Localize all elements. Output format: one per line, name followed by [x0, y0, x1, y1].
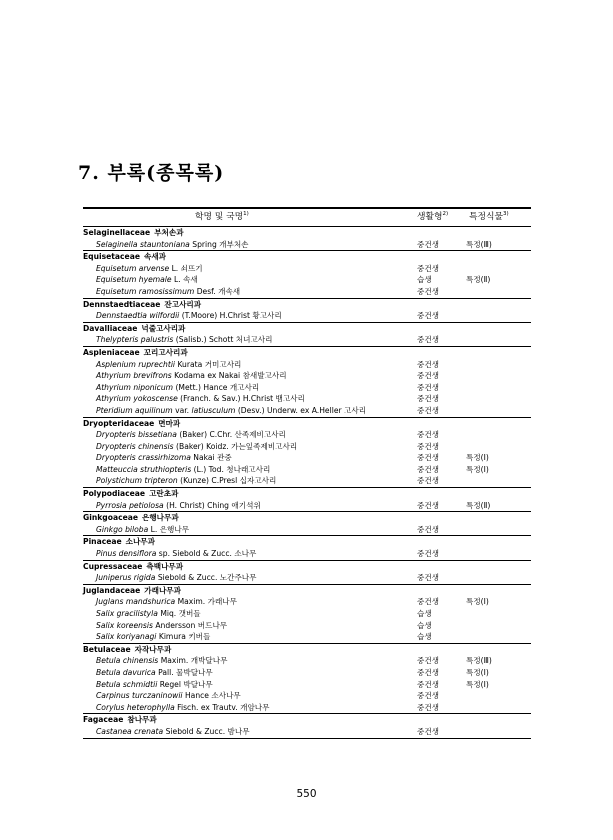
- family-latin: Betulaceae: [83, 644, 131, 654]
- species-row: [83, 524, 531, 536]
- author-and-korean-name: Siebold & Zucc. 밤나무: [163, 726, 250, 736]
- author-and-korean-name: Andersson 버드나무: [152, 620, 228, 630]
- header-name-label: 학명 및 국명: [195, 212, 244, 222]
- author-and-korean-name: Kimura 키버들: [156, 632, 211, 642]
- family-korean: 고란초과: [149, 489, 179, 499]
- category-cell: 특정(Ⅲ): [466, 656, 492, 666]
- category-cell: 특정(Ⅲ): [466, 239, 492, 249]
- species-name: [96, 500, 261, 512]
- author-and-korean-name: Pall. 물박달나무: [155, 667, 213, 677]
- lifeform-cell: 중건생: [417, 549, 440, 559]
- author-and-korean-name: (L.) Tod. 청나래고사리: [191, 464, 271, 474]
- category-cell: 특정(Ⅰ): [466, 453, 489, 463]
- scientific-name: Castanea crenata: [96, 726, 164, 736]
- author-and-korean-name: Kodama ex Nakai 참새발고사리: [171, 371, 287, 381]
- species-name: [96, 690, 241, 702]
- lifeform-cell: 중건생: [417, 597, 440, 607]
- species-name: [96, 702, 269, 714]
- scientific-name: Ginkgo biloba: [96, 524, 149, 534]
- species-row: [83, 631, 531, 643]
- scientific-name: Dryopteris bissetiana: [96, 430, 177, 440]
- lifeform-cell: 중건생: [417, 441, 440, 451]
- table-header: [83, 209, 531, 226]
- species-name: [96, 393, 305, 405]
- scientific-name: Betula schmidtii: [96, 679, 158, 689]
- family-row: [83, 250, 531, 263]
- scientific-name: Asplenium ruprechtii: [96, 359, 176, 369]
- author-and-korean-name: (T.Moore) H.Christ 황고사리: [179, 311, 282, 321]
- species-name: [96, 239, 249, 251]
- category-cell: 특정(Ⅰ): [466, 667, 489, 677]
- author-and-korean-name: (H. Christ) Ching 애기석위: [163, 500, 261, 510]
- author-and-korean-name: (Baker) Koidz. 가는잎족제비고사리: [173, 441, 298, 451]
- species-row: [83, 393, 531, 405]
- species-row: [83, 310, 531, 322]
- author-and-korean-name: (Mett.) Hance 개고사리: [173, 382, 260, 392]
- author-and-korean-name: (Salisb.) Schott 처녀고사리: [173, 335, 273, 345]
- family-row: [83, 298, 531, 311]
- family-latin: Aspleniaceae: [83, 347, 140, 357]
- species-row: [83, 475, 531, 487]
- species-name: [96, 263, 203, 275]
- lifeform-cell: 중건생: [417, 263, 440, 273]
- lifeform-cell: 중건생: [417, 726, 440, 736]
- family-name: [83, 561, 183, 573]
- scientific-name: Carpinus turczaninowii: [96, 691, 183, 701]
- species-row: [83, 726, 531, 738]
- infraspecific-epithet: latiusculum: [191, 405, 236, 415]
- author-and-korean-name: L. 은행나무: [148, 524, 190, 534]
- category-cell: 특정(Ⅱ): [466, 500, 491, 510]
- category-cell: 특정(Ⅰ): [466, 679, 489, 689]
- lifeform-cell: 중건생: [417, 500, 440, 510]
- lifeform-cell: 중건생: [417, 382, 440, 392]
- family-korean: 넉줄고사리과: [141, 323, 186, 333]
- species-row: [83, 500, 531, 512]
- scientific-name: Dennstaedtia wilfordii: [96, 311, 180, 321]
- family-row: [83, 346, 531, 359]
- family-korean: 은행나무과: [142, 513, 179, 523]
- species-name: [96, 608, 201, 620]
- lifeform-cell: 중건생: [417, 405, 440, 415]
- species-name: [96, 441, 297, 453]
- lifeform-cell: 중건생: [417, 691, 440, 701]
- lifeform-cell: 습생: [417, 620, 432, 630]
- species-row: [83, 370, 531, 382]
- category-cell: 특정(Ⅱ): [466, 275, 491, 285]
- family-korean: 참나무과: [127, 715, 157, 725]
- species-name: [96, 548, 256, 560]
- species-name: [96, 452, 232, 464]
- header-lifeform-note: 2): [442, 211, 449, 218]
- family-latin: Ginkgoaceae: [83, 513, 138, 523]
- family-row: [83, 511, 531, 524]
- author-and-korean-name: Maxim. 개박달나무: [158, 656, 228, 666]
- scientific-name: Betula chinensis: [96, 656, 159, 666]
- species-row: [83, 620, 531, 632]
- author-and-korean-name: Maxim. 가래나무: [175, 597, 237, 607]
- species-row: [83, 441, 531, 453]
- family-korean: 속새과: [143, 252, 166, 262]
- lifeform-cell: 중건생: [417, 430, 440, 440]
- species-row: [83, 690, 531, 702]
- scientific-name: Pteridium aquilinum: [96, 405, 173, 415]
- family-latin: Fagaceae: [83, 715, 124, 725]
- species-name: [96, 405, 366, 417]
- family-row: [83, 535, 531, 548]
- family-latin: Dennstaedtiaceae: [83, 299, 161, 309]
- lifeform-cell: 중건생: [417, 453, 440, 463]
- family-name: [83, 251, 166, 263]
- species-row: [83, 464, 531, 476]
- species-name: [96, 370, 287, 382]
- family-name: [83, 644, 171, 656]
- scientific-name: Equisetum ramosissimum: [96, 286, 195, 296]
- lifeform-cell: 중건생: [417, 702, 440, 712]
- scientific-name: Juglans mandshurica: [96, 597, 176, 607]
- lifeform-cell: 중건생: [417, 286, 440, 296]
- header-name: [195, 209, 249, 226]
- family-name: [83, 512, 179, 524]
- scientific-name: Corylus heterophylla: [96, 702, 175, 712]
- scientific-name: Juniperus rigida: [96, 573, 156, 583]
- family-latin: Polypodiaceae: [83, 489, 146, 499]
- species-row: [83, 405, 531, 417]
- lifeform-cell: 중건생: [417, 667, 440, 677]
- family-row: [83, 417, 531, 430]
- lifeform-cell: 중건생: [417, 656, 440, 666]
- species-table: [83, 207, 531, 739]
- family-row: [83, 560, 531, 573]
- species-row: [83, 548, 531, 560]
- table-bottom-rule: [83, 738, 531, 739]
- scientific-name: Betula davurica: [96, 667, 156, 677]
- header-category-note: 3): [503, 211, 509, 218]
- author-and-korean-name: (Baker) C.Chr. 산족제비고사리: [176, 430, 286, 440]
- lifeform-cell: 중건생: [417, 524, 440, 534]
- species-row: [83, 572, 531, 584]
- scientific-name: Matteuccia struthiopteris: [96, 464, 192, 474]
- header-name-note: 1): [243, 211, 249, 218]
- scientific-name: Dryopteris chinensis: [96, 441, 174, 451]
- lifeform-cell: 중건생: [417, 311, 440, 321]
- author-and-korean-name: (Kunze) C.Presl 십자고사리: [177, 476, 277, 486]
- author-and-korean-name: Kurata 거미고사리: [175, 359, 242, 369]
- family-name: [83, 299, 201, 311]
- species-row: [83, 655, 531, 667]
- header-lifeform: [417, 209, 448, 226]
- scientific-name: Polystichum tripteron: [96, 476, 178, 486]
- species-name: [96, 464, 270, 476]
- species-name: [96, 631, 210, 643]
- species-row: [83, 429, 531, 441]
- family-name: [83, 227, 184, 239]
- author-and-korean-name: L. 속새: [171, 275, 198, 285]
- species-name: [96, 620, 227, 632]
- lifeform-cell: 중건생: [417, 476, 440, 486]
- family-latin: Cupressaceae: [83, 561, 143, 571]
- family-row: [83, 643, 531, 656]
- author-and-korean-name: L. 쇠뜨기: [169, 263, 203, 273]
- scientific-name: Athyrium niponicum: [96, 382, 174, 392]
- species-row: [83, 702, 531, 714]
- species-name: [96, 524, 189, 536]
- lifeform-cell: 중건생: [417, 359, 440, 369]
- author-and-korean-name: Spring 개부처손: [189, 239, 249, 249]
- species-row: [83, 359, 531, 371]
- species-row: [83, 667, 531, 679]
- family-row: [83, 584, 531, 597]
- family-korean: 자작나무과: [134, 644, 172, 654]
- family-korean: 소나무과: [125, 537, 155, 547]
- species-row: [83, 334, 531, 346]
- species-name: [96, 274, 198, 286]
- species-row: [83, 286, 531, 298]
- species-name: [96, 310, 282, 322]
- family-name: [83, 536, 155, 548]
- author-and-korean-name: Regel 박달나무: [157, 679, 213, 689]
- family-row: [83, 487, 531, 500]
- scientific-name: Pinus densiflora: [96, 549, 157, 559]
- species-name: [96, 596, 237, 608]
- family-row: [83, 322, 531, 335]
- scientific-name: Selaginella stauntoniana: [96, 239, 190, 249]
- species-row: [83, 263, 531, 275]
- species-row: [83, 239, 531, 251]
- author-and-korean-name: var. latiusculum (Desv.) Underw. ex A.Heller 고사리: [172, 405, 367, 415]
- scientific-name: Equisetum hyemale: [96, 275, 172, 285]
- category-cell: 특정(Ⅰ): [466, 464, 489, 474]
- family-latin: Selaginellaceae: [83, 228, 151, 237]
- lifeform-cell: 습생: [417, 609, 432, 618]
- scientific-name: Athyrium brevifrons: [96, 371, 172, 381]
- family-latin: Equisetaceae: [83, 252, 140, 262]
- lifeform-cell: 중건생: [417, 573, 440, 583]
- scientific-name: Salix gracilistyla: [96, 609, 158, 618]
- family-korean: 꼬리고사리과: [143, 347, 188, 357]
- lifeform-cell: 중건생: [417, 464, 440, 474]
- species-name: [96, 667, 213, 679]
- author-and-korean-name: Nakai 관중: [190, 453, 232, 463]
- scientific-name: Equisetum arvense: [96, 263, 170, 273]
- lifeform-cell: 습생: [417, 632, 432, 642]
- lifeform-cell: 중건생: [417, 371, 440, 381]
- author-and-korean-name: Siebold & Zucc. 노간주나무: [155, 573, 257, 583]
- species-row: [83, 452, 531, 464]
- family-latin: Juglandaceae: [83, 585, 141, 595]
- author-and-korean-name: Desf. 개속새: [194, 286, 241, 296]
- lifeform-cell: 중건생: [417, 335, 440, 345]
- family-latin: Davalliaceae: [83, 323, 138, 333]
- category-cell: 특정(Ⅰ): [466, 597, 489, 607]
- family-name: [83, 714, 157, 726]
- species-name: [96, 334, 272, 346]
- author-and-korean-name: sp. Siebold & Zucc. 소나무: [156, 549, 257, 559]
- header-category-label: 특정식물: [469, 212, 503, 222]
- lifeform-cell: 습생: [417, 275, 432, 285]
- header-category: [469, 209, 509, 226]
- scientific-name: Salix koriyanagi: [96, 632, 157, 642]
- header-lifeform-label: 생활형: [417, 212, 443, 222]
- author-and-korean-name: Miq. 갯버들: [157, 609, 201, 618]
- author-and-korean-name: Fisch. ex Trautv. 개암나무: [174, 702, 270, 712]
- species-row: [83, 382, 531, 394]
- scientific-name: Pyrrosia petiolosa: [96, 500, 164, 510]
- family-korean: 부처손과: [154, 228, 184, 237]
- species-name: [96, 475, 276, 487]
- family-name: [83, 418, 180, 430]
- scientific-name: Dryopteris crassirhizoma: [96, 453, 191, 463]
- species-row: [83, 679, 531, 691]
- family-row: [83, 713, 531, 726]
- lifeform-cell: 중건생: [417, 679, 440, 689]
- family-latin: Dryopteridaceae: [83, 418, 155, 428]
- species-row: [83, 274, 531, 286]
- species-name: [96, 429, 286, 441]
- family-name: [83, 488, 178, 500]
- scientific-name: Thelypteris palustris: [96, 335, 174, 345]
- page-number: 550: [296, 788, 317, 800]
- family-korean: 면마과: [158, 418, 181, 428]
- species-row: [83, 596, 531, 608]
- scientific-name: Salix koreensis: [96, 620, 153, 630]
- family-latin: Pinaceae: [83, 537, 122, 547]
- section-title: 7. 부록(종목록): [78, 162, 225, 184]
- species-name: [96, 382, 259, 394]
- family-korean: 잔고사리과: [164, 299, 202, 309]
- lifeform-cell: 중건생: [417, 239, 440, 249]
- species-name: [96, 286, 240, 298]
- author-and-korean-name: Hance 소사나무: [182, 691, 241, 701]
- family-name: [83, 323, 185, 335]
- species-name: [96, 679, 213, 691]
- family-row: [83, 227, 531, 239]
- family-korean: 가래나무과: [144, 585, 181, 595]
- species-name: [96, 655, 227, 667]
- lifeform-cell: 중건생: [417, 394, 440, 404]
- species-name: [96, 359, 241, 371]
- family-korean: 측백나무과: [146, 561, 184, 571]
- species-name: [96, 572, 256, 584]
- family-name: [83, 585, 181, 597]
- table-body: [83, 227, 531, 738]
- scientific-name: Athyrium yokoscense: [96, 394, 178, 404]
- species-row: [83, 608, 531, 620]
- author-and-korean-name: (Franch. & Sav.) H.Christ 뱀고사리: [177, 394, 305, 404]
- family-name: [83, 347, 188, 359]
- species-name: [96, 726, 250, 738]
